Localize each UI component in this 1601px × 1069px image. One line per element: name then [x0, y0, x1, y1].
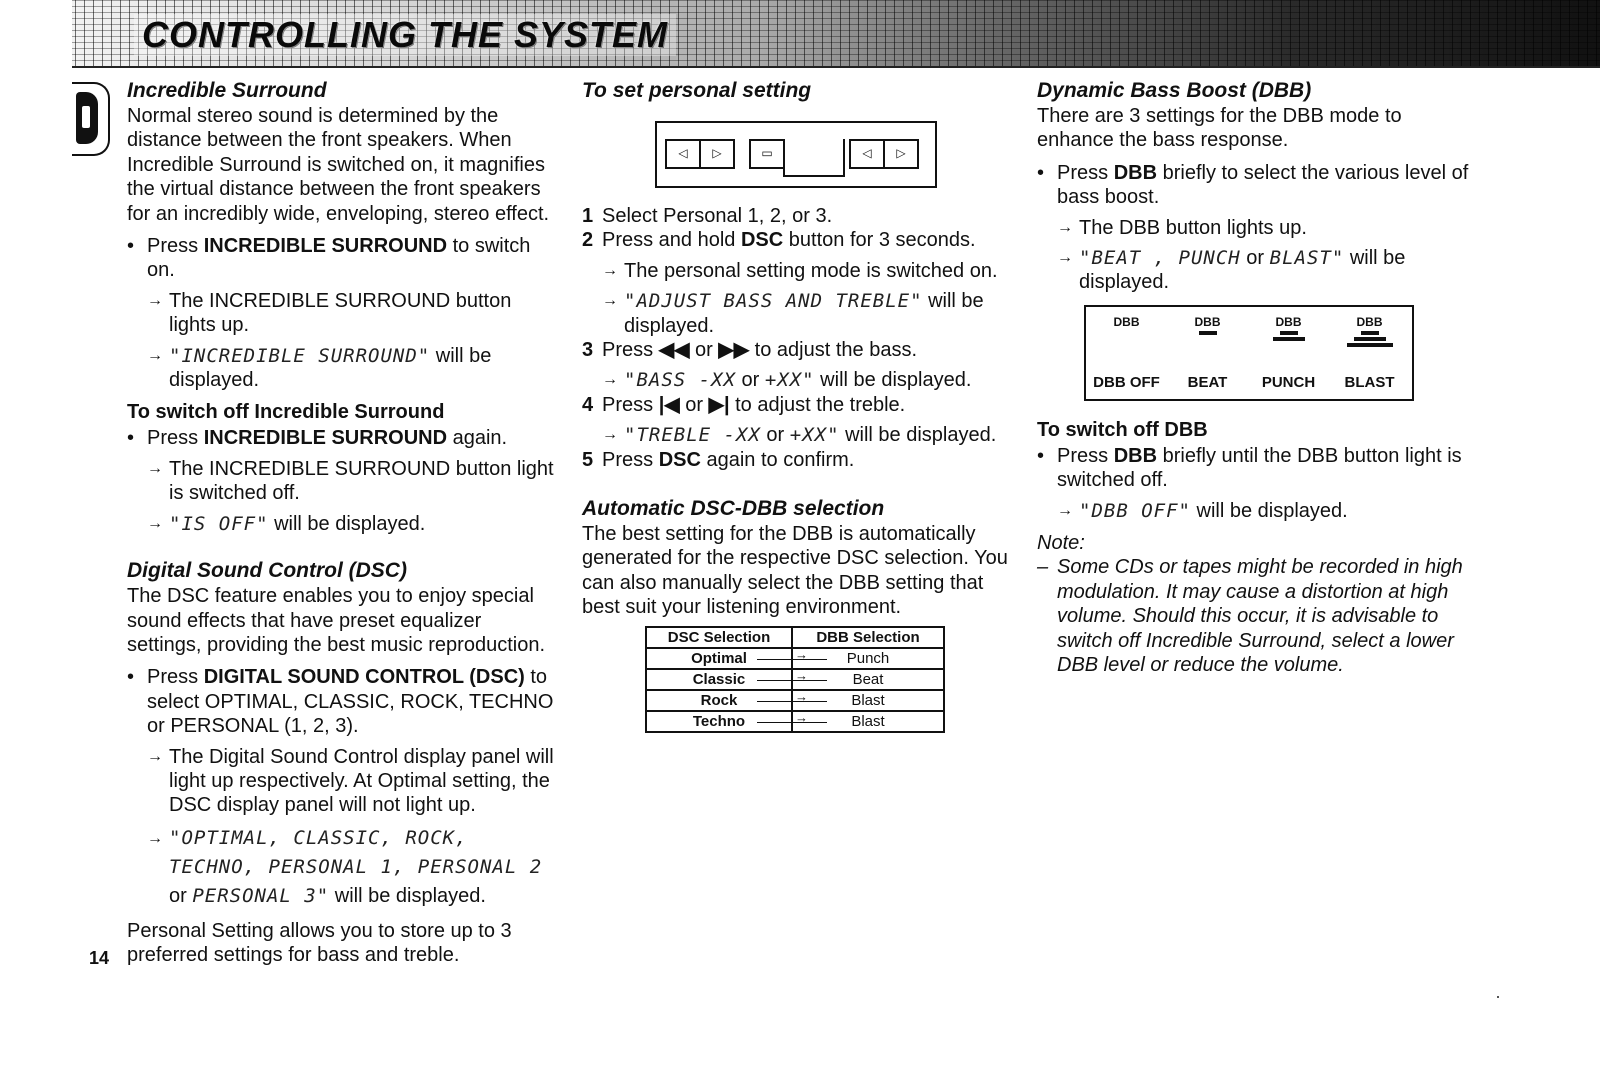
- note-text: – Some CDs or tapes might be recorded in high modulation. It may cause a distortion at high volume. Should this occur, it is advisable to switch off Incredible Surround, select a lower DBB level or reduce the volume.: [1037, 555, 1472, 677]
- page-number: 14: [89, 948, 110, 968]
- column-1: [127, 78, 557, 968]
- next-track-icon: ▶|: [708, 393, 730, 416]
- result-item: → "BEAT , PUNCH or BLAST" will be displayed.: [1037, 246, 1472, 295]
- dbb-level: DBB: [1329, 315, 1410, 347]
- dbb-level: DBB: [1167, 315, 1248, 335]
- dbb-level: DBB: [1113, 315, 1140, 329]
- result-item: → "TREBLE -XX or +XX" will be displayed.: [582, 423, 1012, 447]
- step-1: 1 Select Personal 1, 2, or 3.: [582, 205, 833, 227]
- result-item: → The Digital Sound Control display panel will light up respectively. At Optimal setting, the DSC display panel will not light up.: [127, 745, 557, 818]
- table-cell: Optimal: [646, 648, 792, 669]
- fast-forward-icon: ▶▶: [718, 339, 750, 362]
- table-cell: Classic: [646, 669, 792, 690]
- chapter-tab: [72, 82, 110, 156]
- dbb-bar: [1347, 343, 1393, 347]
- bullet-item: • Press INCREDIBLE SURROUND to switch on.: [127, 234, 557, 283]
- result-item: → The INCREDIBLE SURROUND button light is switched off.: [127, 457, 557, 506]
- control-buttons-diagram: [655, 121, 937, 188]
- dbb-heading: Dynamic Bass Boost (DBB): [1037, 79, 1312, 102]
- auto-dsc-dbb-heading: Automatic DSC-DBB selection: [582, 497, 885, 521]
- table-row: [646, 711, 944, 732]
- dbb-levels-diagram: [1084, 305, 1414, 401]
- dbb-bar: [1280, 331, 1298, 335]
- dsc-dbb-table: [645, 626, 945, 733]
- dbb-bars-icon: [1329, 331, 1410, 347]
- table-row: [646, 690, 944, 711]
- dbb-level-label: PUNCH: [1261, 374, 1316, 391]
- result-item: → "ADJUST BASS AND TREBLE" will be displayed.: [582, 289, 1012, 338]
- result-item: → "DBB OFF" will be displayed.: [1037, 499, 1472, 523]
- dbb-level: DBB: [1248, 315, 1329, 341]
- table-cell: Rock: [646, 690, 792, 711]
- dbb-intro: There are 3 settings for the DBB mode to enhance the bass response.: [1037, 105, 1402, 152]
- table-row: [646, 648, 944, 669]
- previous-track-icon: |◀: [658, 393, 680, 416]
- dsc-heading: Digital Sound Control (DSC): [127, 559, 407, 583]
- result-item: → The INCREDIBLE SURROUND button lights up.: [127, 289, 557, 338]
- step-3: 3 Press ◀◀ or ▶▶ to adjust the bass.: [582, 339, 918, 362]
- dsc-intro: The DSC feature enables you to enjoy special sound effects that have preset equalizer settings, providing the best music reproduction.: [127, 585, 545, 656]
- dbb-bar: [1354, 337, 1386, 341]
- result-item: → The DBB button lights up.: [1037, 216, 1472, 240]
- header-banner: [72, 0, 1600, 68]
- bullet-item: • Press DIGITAL SOUND CONTROL (DSC) to select OPTIMAL, CLASSIC, ROCK, TECHNO or PERSONAL (1, 2, 3).: [127, 665, 557, 738]
- dbb-bar: [1199, 331, 1217, 335]
- result-item: → "BASS -XX or +XX" will be displayed.: [582, 368, 1012, 392]
- dbb-bars-icon: [1167, 331, 1248, 335]
- stop-button-icon: ▭: [749, 139, 785, 169]
- table-cell: → Punch: [792, 648, 944, 669]
- personal-setting-heading: To set personal setting: [582, 79, 812, 102]
- result-item: → "IS OFF" will be displayed.: [127, 512, 557, 536]
- dbb-level-label: BLAST: [1344, 374, 1395, 391]
- section-tab-icon: [76, 92, 98, 144]
- dbb-bars-icon: [1248, 331, 1329, 341]
- play-button-icon: [783, 139, 845, 177]
- bullet-item: • Press DBB briefly until the DBB button light is switched off.: [1037, 444, 1472, 493]
- table-row: [646, 669, 944, 690]
- incredible-surround-heading: Incredible Surround: [127, 79, 327, 102]
- note-title: Note:: [1037, 532, 1085, 555]
- result-item: → "OPTIMAL, CLASSIC, ROCK, TECHNO, PERSONAL 1, PERSONAL 2 or PERSONAL 3" will be displayed.: [127, 824, 557, 911]
- incredible-surround-intro: Normal stereo sound is determined by the distance between the front speakers. When Incredible Surround is switched on, it magnifies the virtual distance between the front speakers for an incredibly wide, enveloping, stereo effect.: [127, 105, 550, 225]
- rewind-icon: ◀◀: [658, 339, 690, 362]
- rewind-button-icon: ◁: [665, 139, 701, 169]
- bullet-item: • Press INCREDIBLE SURROUND again.: [127, 426, 557, 450]
- table-cell: → Blast: [792, 711, 944, 732]
- table-cell: Techno: [646, 711, 792, 732]
- dbb-level-label: DBB OFF: [1093, 374, 1160, 391]
- forward-button-icon: ▷: [699, 139, 735, 169]
- section-title: CONTROLLING THE SYSTEM: [134, 14, 676, 56]
- table-cell: → Beat: [792, 669, 944, 690]
- dbb-bar: [1361, 331, 1379, 335]
- table-header: DSC Selection: [646, 627, 792, 648]
- speck: [1497, 996, 1499, 998]
- dbb-level-label: BEAT: [1187, 374, 1228, 391]
- table-header: DBB Selection: [792, 627, 944, 648]
- step-4: 4 Press |◀ or ▶| to adjust the treble.: [582, 393, 906, 416]
- table-cell: → Blast: [792, 690, 944, 711]
- dbb-bar: [1273, 337, 1305, 341]
- auto-dsc-dbb-intro: The best setting for the DBB is automatically generated for the respective DSC selection. You can also manually select the DBB setting that best suit your listening environment.: [582, 523, 1008, 619]
- subheading: To switch off Incredible Surround: [127, 401, 445, 424]
- bullet-item: • Press DBB briefly to select the various level of bass boost.: [1037, 161, 1472, 210]
- step-5: 5 Press DSC again to confirm.: [582, 448, 855, 471]
- prev-button-icon: ◁: [849, 139, 885, 169]
- result-item: → "INCREDIBLE SURROUND" will be displayed.: [127, 344, 557, 393]
- step-2: 2 Press and hold DSC button for 3 seconds.: [582, 229, 976, 252]
- result-item: → The personal setting mode is switched on.: [582, 259, 1012, 283]
- personal-setting-note: Personal Setting allows you to store up to 3 preferred settings for bass and treble.: [127, 919, 512, 967]
- subheading: To switch off DBB: [1037, 418, 1208, 441]
- next-button-icon: ▷: [883, 139, 919, 169]
